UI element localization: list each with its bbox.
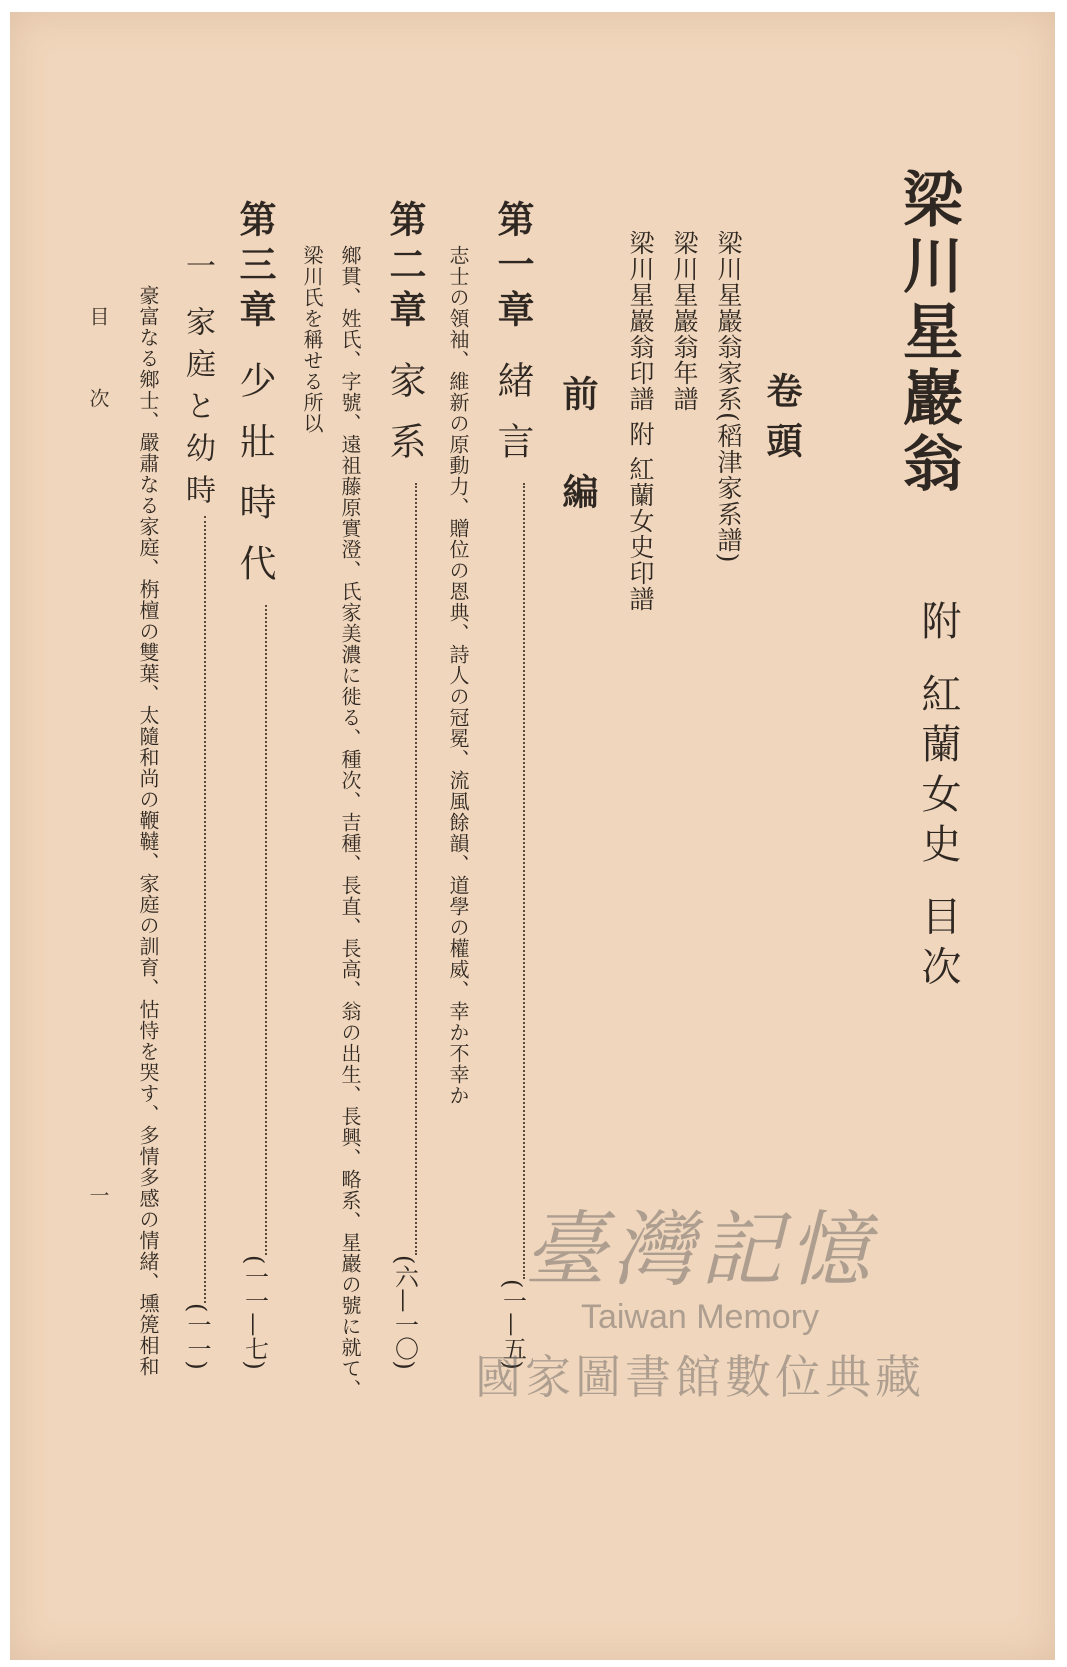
- book-subtitle: 附 紅蘭女史 目次: [915, 600, 961, 996]
- subsection-1-description: 豪富なる鄉士、嚴肅なる家庭、栴檀の雙葉、太隨和尚の鞭韃、家庭の訓育、怙恃を哭す、多情多感の情緒、壎箎相和: [136, 285, 160, 1377]
- chapter-1-title: 緒言: [491, 361, 534, 483]
- page-number: 一: [86, 1185, 110, 1205]
- watermark: [440, 1185, 960, 1407]
- chapter-3-title: 少壯時代: [233, 361, 276, 605]
- book-title: 梁川星巖翁: [893, 168, 963, 498]
- first-part-heading: 前編: [557, 375, 599, 571]
- chapter-3-pages: (一一—七): [240, 1255, 269, 1370]
- front-entry-family-tree: 梁川星巖翁家系(稻津家系譜): [714, 230, 743, 564]
- chapter-2-description: 鄉貫、姓氏、字號、遠祖藤原實澄、氏家美濃に徙る、種次、吉種、長直、長高、翁の出生、長興、略系、星巖の號に就て、: [338, 245, 362, 1400]
- subsection-1-title: 家庭と幼時: [180, 306, 215, 516]
- chapter-2-title: 家系: [383, 361, 426, 483]
- leader-dots: [415, 483, 417, 1255]
- leader-dots: [265, 605, 267, 1255]
- leader-dots: [204, 516, 206, 1303]
- watermark-chinese: 國家圖書館數位典藏: [475, 1350, 925, 1404]
- chapter-2-number: 第二章: [383, 200, 427, 335]
- leader-dots: [523, 483, 525, 1279]
- subsection-1-line: [180, 250, 215, 1370]
- chapter-1-number: 第一章: [491, 200, 535, 335]
- chapter-1-description: 志士の領袖、維新の原動力、贈位の恩典、詩人の冠冕、流風餘韻、道學の權威、幸か不幸か: [446, 245, 470, 1106]
- front-matter-heading: 卷頭: [761, 372, 803, 472]
- chapter-2-line: [383, 200, 427, 1370]
- chapter-3-line: [233, 200, 277, 1370]
- footer-label: 目次: [86, 306, 110, 470]
- front-entry-chronology: 梁川星巖翁年譜: [670, 230, 699, 412]
- watermark-calligraphy: 臺灣記憶: [524, 1203, 876, 1298]
- subsection-1-number: 一: [180, 250, 215, 292]
- front-entry-seal-catalog: 梁川星巖翁印譜 附 紅蘭女史印譜: [626, 230, 655, 612]
- chapter-2-description-cont: 梁川氏を稱せる所以: [300, 245, 324, 434]
- subsection-1-pages: (一一): [183, 1303, 211, 1370]
- chapter-2-pages: (六—一〇): [390, 1255, 419, 1370]
- chapter-3-number: 第三章: [233, 200, 277, 335]
- chapter-1-pages: (一—五): [498, 1279, 527, 1370]
- watermark-english: Taiwan Memory: [580, 1298, 820, 1336]
